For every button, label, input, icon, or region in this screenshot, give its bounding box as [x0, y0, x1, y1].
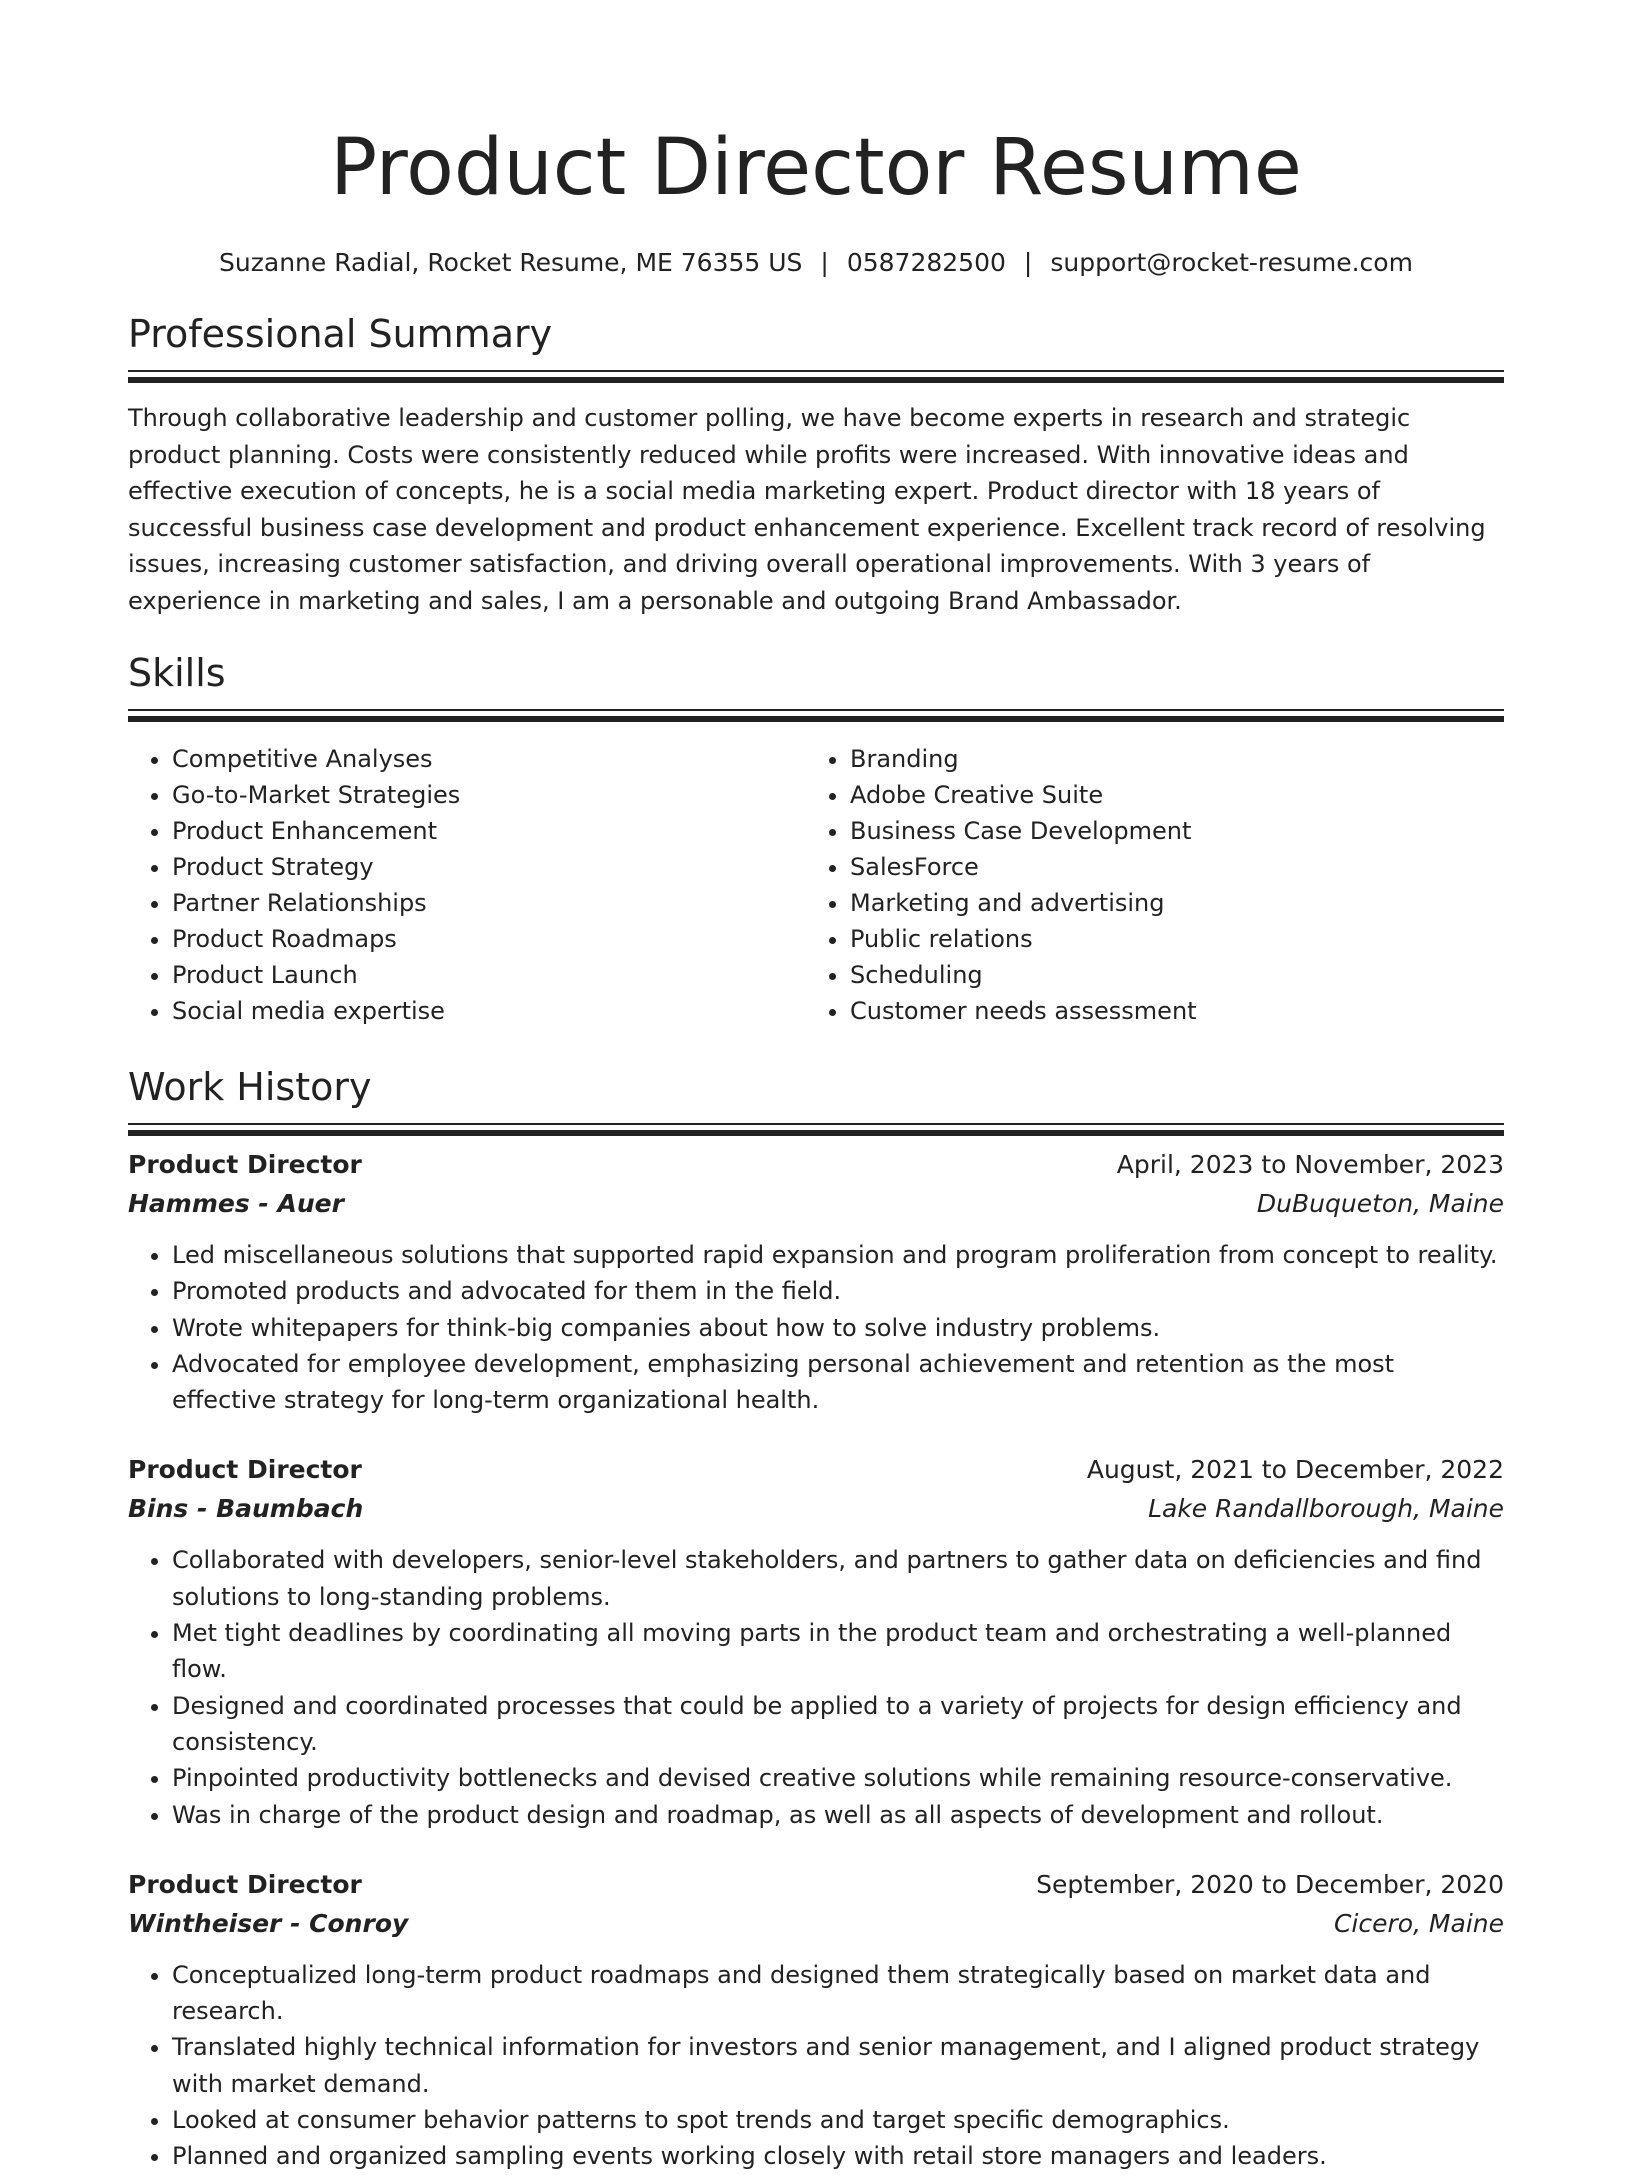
skill-item: • Social media expertise — [172, 993, 806, 1029]
job-bullet: • Advocated for employee development, emphasizing personal achievement and retention as the most effective strategy for long-term organizational health. — [172, 1346, 1504, 1419]
job-header — [128, 1145, 1504, 1184]
job-entry — [128, 1865, 1504, 2175]
job-bullet: • Promoted products and advocated for them in the field. — [172, 1273, 1504, 1309]
skill-item: • Public relations — [850, 921, 1484, 957]
job-bullet: • Led miscellaneous solutions that supported rapid expansion and program proliferation from concept to reality. — [172, 1237, 1504, 1273]
summary-heading: Professional Summary — [128, 312, 553, 356]
skills-section — [128, 649, 1504, 1029]
skills-list-left — [128, 741, 806, 1029]
job-bullet: • Planned and organized sampling events working closely with retail store managers and leaders. — [172, 2138, 1504, 2174]
skill-item: • Product Enhancement — [172, 813, 806, 849]
job-dates: September, 2020 to December, 2020 — [1036, 1869, 1504, 1899]
job-title: Product Director — [128, 1150, 362, 1179]
job-company: Bins - Baumbach — [128, 1494, 364, 1524]
skill-item: • Partner Relationships — [172, 885, 806, 921]
job-bullet: • Wrote whitepapers for think-big companies about how to solve industry problems. — [172, 1310, 1504, 1346]
job-company: Wintheiser - Conroy — [128, 1908, 409, 1938]
job-title: Product Director — [128, 1455, 362, 1485]
job-dates: April, 2023 to November, 2023 — [1116, 1150, 1504, 1179]
summary-section — [128, 310, 1504, 619]
job-bullet: • Met tight deadlines by coordinating all moving parts in the product team and orchestrating a well-planned flow. — [172, 1615, 1504, 1688]
section-divider — [128, 709, 1504, 711]
skill-item: • SalesForce — [850, 849, 1484, 885]
job-entry — [128, 1145, 1504, 1418]
work-history-heading: Work History — [128, 1065, 372, 1109]
job-company: Hammes - Auer — [128, 1189, 344, 1218]
job-location: DuBuqueton, Maine — [1256, 1189, 1504, 1218]
skill-item: • Branding — [850, 741, 1484, 777]
skills-list-right — [806, 741, 1484, 1029]
skill-item: • Go-to-Market Strategies — [172, 777, 806, 813]
job-bullet: • Looked at consumer behavior patterns to spot trends and target specific demographics. — [172, 2102, 1504, 2138]
job-bullets — [128, 1237, 1504, 1418]
skills-columns — [128, 741, 1504, 1029]
resume-title: Product Director Resume — [330, 123, 1302, 213]
section-divider — [128, 370, 1504, 372]
job-location: Lake Randallborough, Maine — [1148, 1494, 1504, 1524]
job-title: Product Director — [128, 1869, 362, 1899]
resume-page — [128, 0, 1504, 2175]
job-bullet: • Was in charge of the product design and roadmap, as well as all aspects of development and rollout. — [172, 1797, 1504, 1833]
job-entry — [128, 1450, 1504, 1832]
job-header — [128, 1450, 1504, 1489]
section-divider — [128, 1123, 1504, 1125]
job-bullet: • Conceptualized long-term product roadmaps and designed them strategically based on market data and research. — [172, 1957, 1504, 2030]
job-bullet: • Translated highly technical information for investors and senior management, and I aligned product strategy with market demand. — [172, 2029, 1504, 2102]
skill-item: • Product Launch — [172, 957, 806, 993]
skill-item: • Adobe Creative Suite — [850, 777, 1484, 813]
work-history-section — [128, 1063, 1504, 2175]
skills-heading: Skills — [128, 651, 226, 695]
skill-item: • Customer needs assessment — [850, 993, 1484, 1029]
job-bullets — [128, 1542, 1504, 1832]
job-location: Cicero, Maine — [1333, 1908, 1504, 1938]
summary-text: Through collaborative leadership and customer polling, we have become experts in research and strategic product planning. Costs were consistently reduced while profits were increased. With innovative ideas and effective execution of concepts, he is a social media marketing expert. Product director with 18 years of successful business case development and product enhancement experience. Excellent track record of resolving issues, increasing customer satisfaction, and driving overall operational improvements. With 3 years of experience in marketing and sales, I am a personable and outgoing Brand Ambassador. — [128, 404, 1486, 615]
skill-item: • Marketing and advertising — [850, 885, 1484, 921]
contact-separator: | — [1023, 248, 1033, 277]
contact-address: Suzanne Radial, Rocket Resume, ME 76355 US — [219, 248, 803, 277]
contact-line — [128, 246, 1504, 280]
job-subheader — [128, 1489, 1504, 1528]
contact-phone: 0587282500 — [846, 248, 1006, 277]
job-header — [128, 1865, 1504, 1904]
job-dates: August, 2021 to December, 2022 — [1086, 1455, 1504, 1485]
skill-item: • Product Strategy — [172, 849, 806, 885]
job-bullet: • Designed and coordinated processes that could be applied to a variety of projects for design efficiency and consistency. — [172, 1688, 1504, 1761]
job-subheader — [128, 1184, 1504, 1223]
job-bullets — [128, 1957, 1504, 2175]
contact-separator: | — [820, 248, 829, 277]
job-bullet: • Pinpointed productivity bottlenecks and devised creative solutions while remaining resource-conservative. — [172, 1760, 1504, 1796]
job-bullet: • Collaborated with developers, senior-level stakeholders, and partners to gather data on deficiencies and find solutions to long-standing problems. — [172, 1542, 1504, 1615]
skill-item: • Product Roadmaps — [172, 921, 806, 957]
skill-item: • Business Case Development — [850, 813, 1484, 849]
skill-item: • Competitive Analyses — [172, 741, 806, 777]
skill-item: • Scheduling — [850, 957, 1484, 993]
job-subheader — [128, 1904, 1504, 1943]
contact-email: support@rocket-resume.com — [1050, 248, 1413, 277]
